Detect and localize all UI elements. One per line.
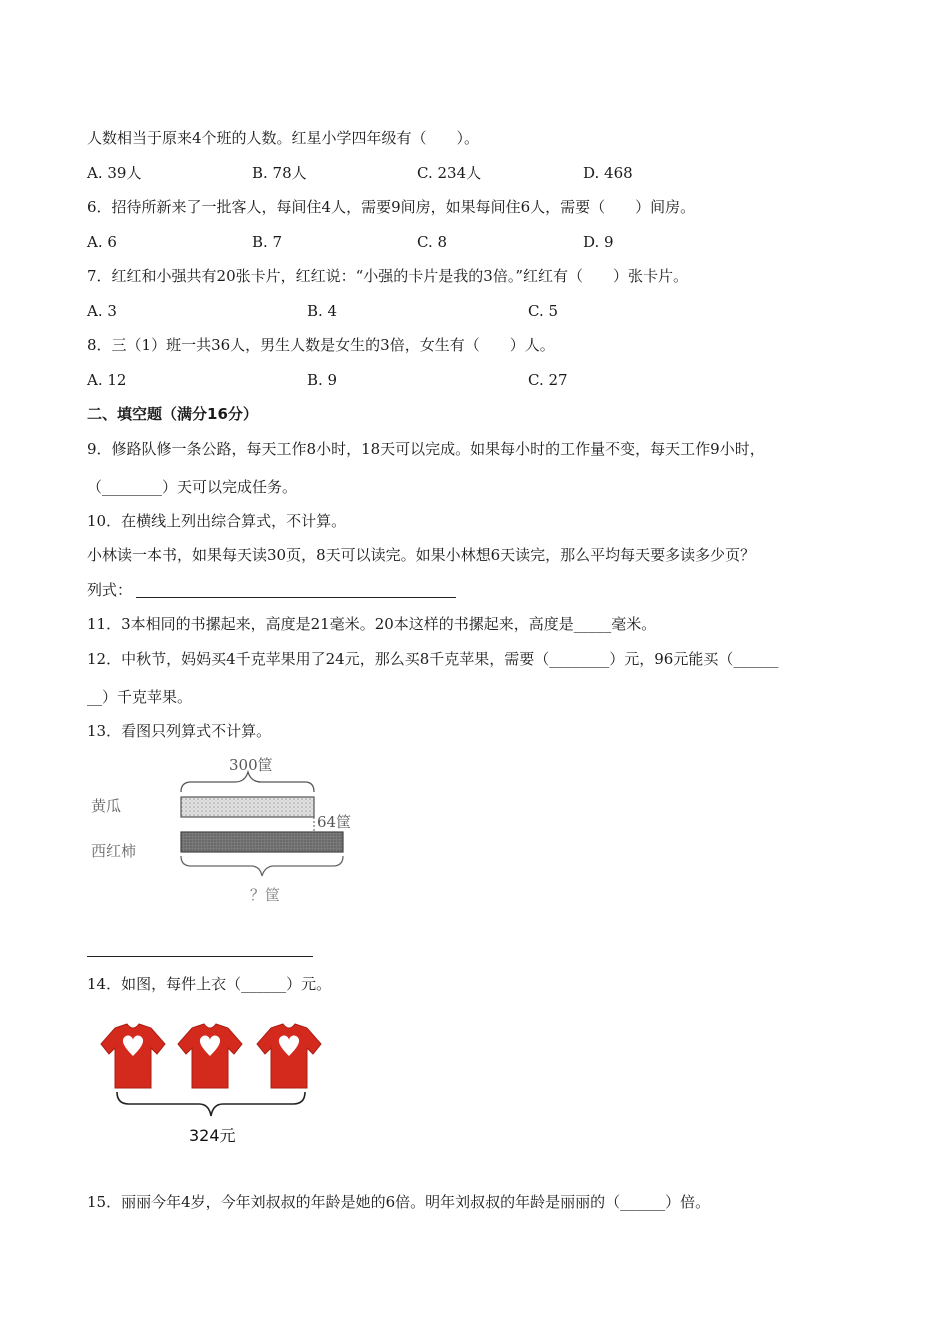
shirt-icon — [257, 1024, 321, 1088]
q6-option-c[interactable]: C. 8 — [417, 233, 448, 251]
q10-problem: 小林读一本书，如果每天读30页，8天可以读完。如果小林想6天读完，那么平均每天要多读多少页？ — [87, 546, 756, 564]
tomato-bar — [181, 832, 343, 852]
q5-text: 人数相当于原来4个班的人数。红星小学四年级有（ ）。 — [87, 129, 480, 147]
q5-option-b[interactable]: B. 78人 — [252, 164, 307, 182]
q9-answer-line[interactable]: （________）天可以完成任务。 — [87, 478, 298, 496]
q14-text: 14．如图，每件上衣（______）元。 — [87, 975, 332, 993]
q6-option-d[interactable]: D. 9 — [583, 233, 614, 251]
shirt-icon — [101, 1024, 165, 1088]
q11-text: 11．3本相同的书摞起来，高度是21毫米。20本这样的书摞起来，高度是_____毫米。 — [87, 615, 657, 633]
total-brace — [117, 1092, 305, 1116]
q7-text: 7．红红和小强共有20张卡片，红红说：“小强的卡片是我的3倍。”红红有（ ）张卡片。 — [87, 267, 689, 285]
row2-label: 西红柿 — [91, 842, 137, 860]
q8-option-c[interactable]: C. 27 — [528, 371, 568, 389]
q13-text: 13．看图只列算式不计算。 — [87, 722, 272, 740]
q8-option-a[interactable]: A. 12 — [87, 371, 127, 389]
section-heading: 二、填空题（满分16分） — [87, 405, 258, 423]
cucumber-bar — [181, 797, 314, 817]
q13-bar-diagram — [85, 750, 375, 910]
diff-label: 64筐 — [317, 813, 352, 831]
q12-text: 12．中秋节，妈妈买4千克苹果用了24元，那么买8千克苹果，需要（________）元，96元能买（______ — [87, 650, 779, 668]
q7-option-b[interactable]: B. 4 — [307, 302, 338, 320]
q14-shirts-figure — [95, 1020, 335, 1150]
q13-answer-blank[interactable] — [87, 956, 313, 957]
q5-option-a[interactable]: A. 39人 — [87, 164, 142, 182]
row1-label: 黄瓜 — [91, 797, 122, 815]
q8-text: 8．三（1）班一共36人，男生人数是女生的3倍，女生有（ ）人。 — [87, 336, 555, 354]
top-brace — [181, 772, 314, 792]
total-label: 324元 — [189, 1126, 236, 1145]
bottom-brace — [181, 856, 343, 876]
q10-formula-label: 列式： — [87, 581, 133, 599]
q9-text: 9．修路队修一条公路，每天工作8小时，18天可以完成。如果每小时的工作量不变，每天工作9小时， — [87, 440, 765, 458]
q8-option-b[interactable]: B. 9 — [307, 371, 338, 389]
q10-text: 10．在横线上列出综合算式，不计算。 — [87, 512, 347, 530]
q7-option-a[interactable]: A. 3 — [87, 302, 117, 320]
q5-option-d[interactable]: D. 468 — [583, 164, 633, 182]
q6-text: 6．招待所新来了一批客人，每间住4人，需要9间房，如果每间住6人，需要（ ）间房。 — [87, 198, 696, 216]
q5-option-c[interactable]: C. 234人 — [417, 164, 482, 182]
q12-text-cont: __）千克苹果。 — [87, 688, 193, 706]
shirt-icon — [178, 1024, 242, 1088]
q15-text: 15．丽丽今年4岁，今年刘叔叔的年龄是她的6倍。明年刘叔叔的年龄是丽丽的（______）倍。 — [87, 1193, 711, 1211]
q6-option-b[interactable]: B. 7 — [252, 233, 283, 251]
top-label: 300筐 — [229, 756, 273, 774]
bottom-label: ？筐 — [250, 886, 281, 904]
q7-option-c[interactable]: C. 5 — [528, 302, 559, 320]
q6-option-a[interactable]: A. 6 — [87, 233, 117, 251]
q10-answer-blank[interactable] — [136, 597, 456, 598]
